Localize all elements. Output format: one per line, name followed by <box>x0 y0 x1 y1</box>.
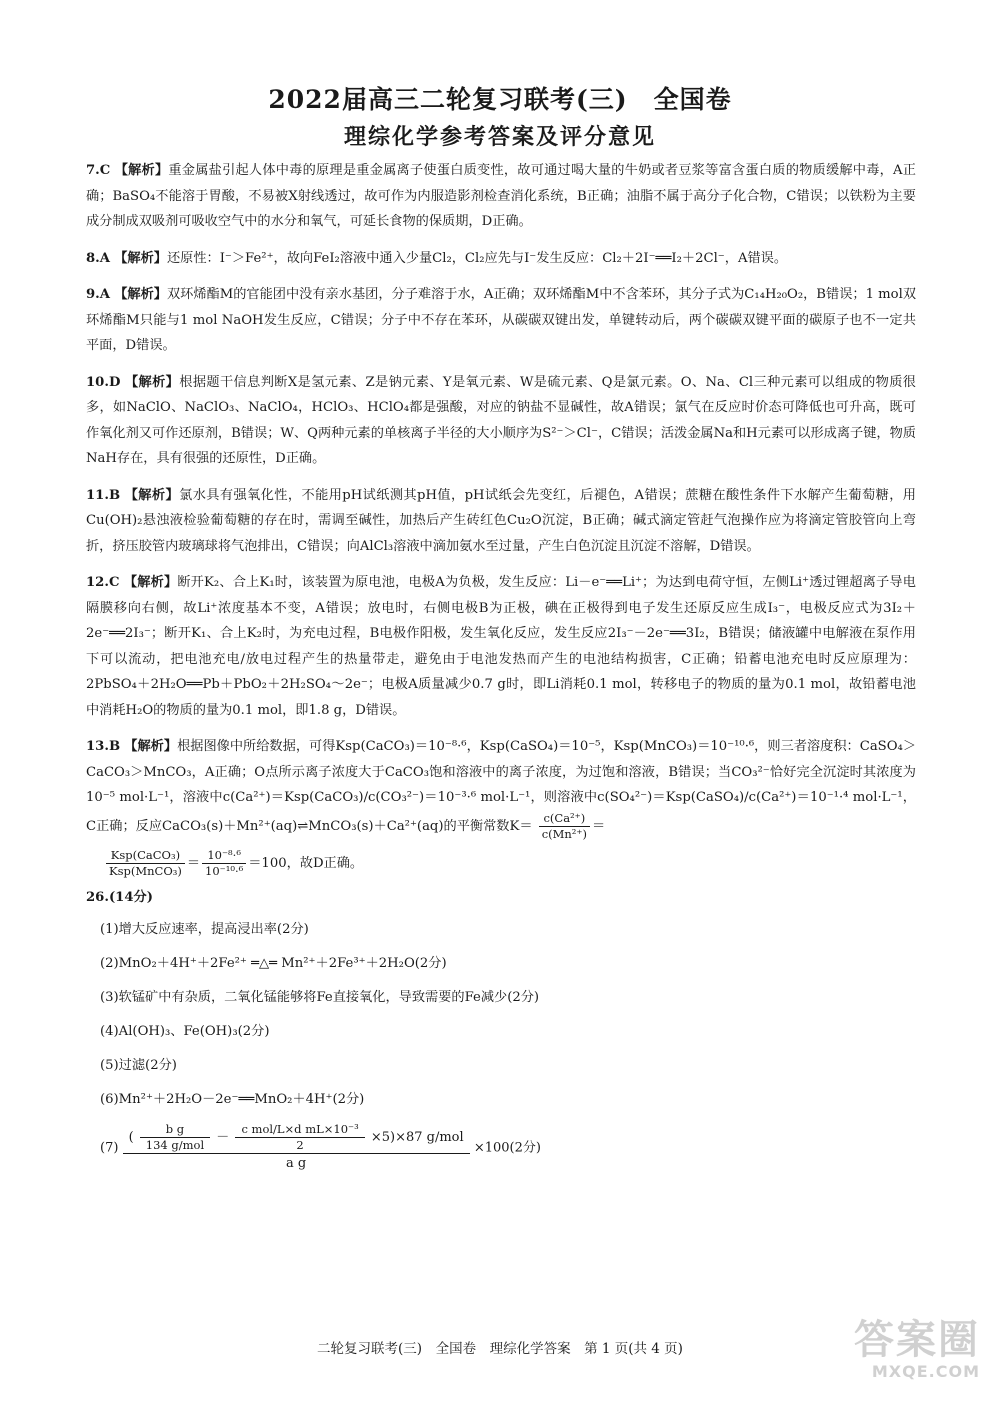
answer-26-4: (4)Al(OH)₃、Fe(OH)₃(2分) <box>100 1024 270 1039</box>
answer-label: (7) <box>100 1140 119 1156</box>
question-number: 10.D <box>86 374 121 390</box>
fraction-numerator: c mol/L×d mL×10⁻³ <box>235 1122 364 1138</box>
open-paren: ( <box>128 1130 134 1145</box>
fraction-denominator: 10⁻¹⁰·⁶ <box>205 863 244 878</box>
question-text: 根据题干信息判断X是氢元素、Z是钠元素、Y是氧元素、W是硫元素、Q是氯元素。O、Na、Cl三种元素可以组成的物质很多，如NaClO、NaClO₃、NaClO₄，HClO₃、HClO₄都是强酸，对应的钠盐不显碱性，故A错误；氯气在反应时价态可降低也可升高，既可作氧化剂又可作还原剂，B错误；W、Q两种元素的单核离子半径的大小顺序为S²⁻＞Cl⁻，C错误；活泼金属Na和H元素可以形成离子键，物质NaH存在，具有很强的还原性，D正确。 <box>86 374 916 466</box>
question-7 <box>86 158 916 235</box>
watermark-url: MXQE.COM <box>871 1362 980 1381</box>
answer-26-3: (3)软锰矿中有杂质，二氧化锰能够将Fe直接氧化，导致需要的Fe减少(2分) <box>100 990 540 1005</box>
question-number: 11.B <box>86 487 121 503</box>
question-13 <box>86 734 916 842</box>
fraction-numerator: 10⁻⁸·⁶ <box>202 848 246 864</box>
question-text: 重金属盐引起人体中毒的原理是重金属离子使蛋白质变性，故可通过喝大量的牛奶或者豆浆等富含蛋白质的物质缓解中毒，A正确；BaSO₄不能溶于胃酸，不易被X射线透过，故可作为内服造影剂检查消化系统，B正确；油脂不属于高分子化合物，C错误；以铁粉为主要成分制成双吸剂可吸收空气中的水分和氧气，可延长食物的保质期，D正确。 <box>86 163 916 229</box>
question-text: 根据图像中所给数据，可得Ksp(CaCO₃)＝10⁻⁸·⁶，Ksp(CaSO₄)＝10⁻⁵，Ksp(MnCO₃)＝10⁻¹⁰·⁶，则三者溶度积：CaSO₄＞CaCO₃＞MnCO₃，A正确；O点所示离子浓度大于CaCO₃饱和溶液中的离子浓度，为过饱和溶液，B错误；当CO₃²⁻恰好完全沉淀时其浓度为10⁻⁵ mol·L⁻¹，溶液中c(Ca²⁺)＝Ksp(CaCO₃)/c(CO₃²⁻)＝10⁻³·⁶ mol·L⁻¹，则溶液中c(SO₄²⁻)＝Ksp(CaSO₄)/c(Ca²⁺)＝10⁻¹·⁴ mol·L⁻¹，C正确；反应CaCO₃(s)＋Mn²⁺(aq)⇌MnCO₃(s)＋Ca²⁺(aq)的平衡常数K＝ <box>86 739 917 834</box>
fraction-numerator: c(Ca²⁺) <box>539 811 590 827</box>
moles-fraction <box>140 1122 210 1153</box>
question-number: 8.A <box>86 250 110 266</box>
analysis-tag: 【解析】 <box>114 287 167 302</box>
formula-middle: ×5)×87 g/mol <box>370 1130 464 1145</box>
question-13-formula <box>104 848 916 879</box>
question-11 <box>86 483 916 560</box>
answer-26-1: (1)增大反应速率，提高浸出率(2分) <box>100 922 309 937</box>
analysis-tag: 【解析】 <box>124 739 178 754</box>
question-number: 7.C <box>86 163 111 178</box>
fraction-numerator: Ksp(CaCO₃) <box>106 848 185 864</box>
question-9 <box>86 282 916 359</box>
answer-26-5: (5)过滤(2分) <box>100 1058 177 1073</box>
question-12 <box>86 570 916 723</box>
equals-sign: ＝ <box>591 818 606 834</box>
fraction-denominator: 134 g/mol <box>145 1138 205 1152</box>
formula-denominator: a g <box>286 1156 307 1171</box>
answer-body <box>86 158 916 1174</box>
answer-26-7 <box>100 1122 916 1174</box>
answer-26-2: (2)MnO₂＋4H⁺＋2Fe²⁺ ═△═ Mn²⁺＋2Fe³⁺＋2H₂O(2分) <box>100 956 447 971</box>
fraction-denominator: 2 <box>296 1138 304 1152</box>
power-fraction <box>202 848 246 879</box>
analysis-tag: 【解析】 <box>124 374 180 390</box>
formula-tail: ×100(2分) <box>473 1140 541 1156</box>
question-text: 双环烯酯M的官能团中没有亲水基团，分子难溶于水，A正确；双环烯酯M中不含苯环，其分子式为C₁₄H₂₀O₂，B错误；1 mol双环烯酯M只能与1 mol NaOH发生反应，C错误；分子中不存在苯环，从碳碳双键出发，单键转动后，两个碳碳双键平面的碳原子也不一定共平面，D错误。 <box>86 287 917 353</box>
question-number: 12.C <box>86 575 120 590</box>
page-footer: 二轮复习联考(三) 全国卷 理综化学答案 第 1 页(共 4 页) <box>317 1341 683 1357</box>
question-10 <box>86 370 916 472</box>
analysis-tag: 【解析】 <box>114 163 169 178</box>
watermark-logo <box>830 1318 980 1388</box>
page-subtitle: 理综化学参考答案及评分意见 <box>343 124 656 150</box>
question-8 <box>86 246 916 272</box>
analysis-tag: 【解析】 <box>124 487 180 503</box>
fraction-denominator: Ksp(MnCO₃) <box>109 863 182 878</box>
analysis-tag: 【解析】 <box>123 575 178 590</box>
k-fraction <box>539 811 590 842</box>
question-number: 13.B <box>86 739 121 754</box>
question-number: 9.A <box>86 287 110 302</box>
minus-sign: － <box>216 1130 230 1145</box>
question-text: 氯水具有强氧化性，不能用pH试纸测其pH值，pH试纸会先变红，后褪色，A错误；蔗糖在酸性条件下水解产生葡萄糖，用Cu(OH)₂悬浊液检验葡萄糖的存在时，需调至碱性，加热后产生砖红色Cu₂O沉淀，B正确；碱式滴定管赶气泡操作应为将滴定管胶管向上弯折，挤压胶管内玻璃球将气泡排出，C错误；向AlCl₃溶液中滴加氨水至过量，产生白色沉淀且沉淀不溶解，D错误。 <box>86 487 916 554</box>
question-text: 断开K₂、合上K₁时，该装置为原电池，电极A为负极，发生反应：Li－e⁻══Li⁺；为达到电荷守恒，左侧Li⁺透过锂超离子导电隔膜移向右侧，故Li⁺浓度基本不变，A错误；放电时，右侧电极B为正极，碘在正极得到电子发生还原反应生成I₃⁻，电极反应式为3I₂＋2e⁻══2I₃⁻；断开K₁、合上K₂时，为充电过程，B电极作阳极，发生氧化反应，发生反应2I₃⁻－2e⁻══3I₂，B错误；储液罐中电解液在泵作用下可以流动，把电池充电/放电过程产生的热量带走，避免由于电池发热而产生的电池结构损害，C正确；铅蓄电池充电时反应原理为：2PbSO₄＋2H₂O══Pb＋PbO₂＋2H₂SO₄～2e⁻；电极A质量减少0.7 g时，即Li消耗0.1 mol，转移电子的物质的量为0.1 mol，故铅蓄电池中消耗H₂O的物质的量为0.1 mol，即1.8 g，D错误。 <box>86 575 916 718</box>
analysis-tag: 【解析】 <box>114 250 167 266</box>
question-text: 还原性：I⁻＞Fe²⁺，故向FeI₂溶液中通入少量Cl₂，Cl₂应先与I⁻发生反应：Cl₂＋2I⁻══I₂＋2Cl⁻，A错误。 <box>166 250 788 266</box>
formula-numerator <box>123 1122 470 1154</box>
formula-tail: ＝100，故D正确。 <box>248 855 364 871</box>
fraction-numerator: b g <box>140 1122 210 1138</box>
answer-26-6: (6)Mn²⁺＋2H₂O－2e⁻══MnO₂＋4H⁺(2分) <box>100 1092 365 1107</box>
question-26-header: 26.(14分) <box>86 889 153 905</box>
titration-fraction <box>235 1122 364 1153</box>
page-title: 2022届高三二轮复习联考(三) 全国卷 <box>268 85 732 114</box>
purity-formula <box>123 1122 470 1174</box>
fraction-denominator: c(Mn²⁺) <box>541 826 587 841</box>
equals-sign: ＝ <box>186 855 201 871</box>
ksp-fraction <box>106 848 185 879</box>
watermark-logo-text: 答案圈 <box>854 1317 980 1363</box>
